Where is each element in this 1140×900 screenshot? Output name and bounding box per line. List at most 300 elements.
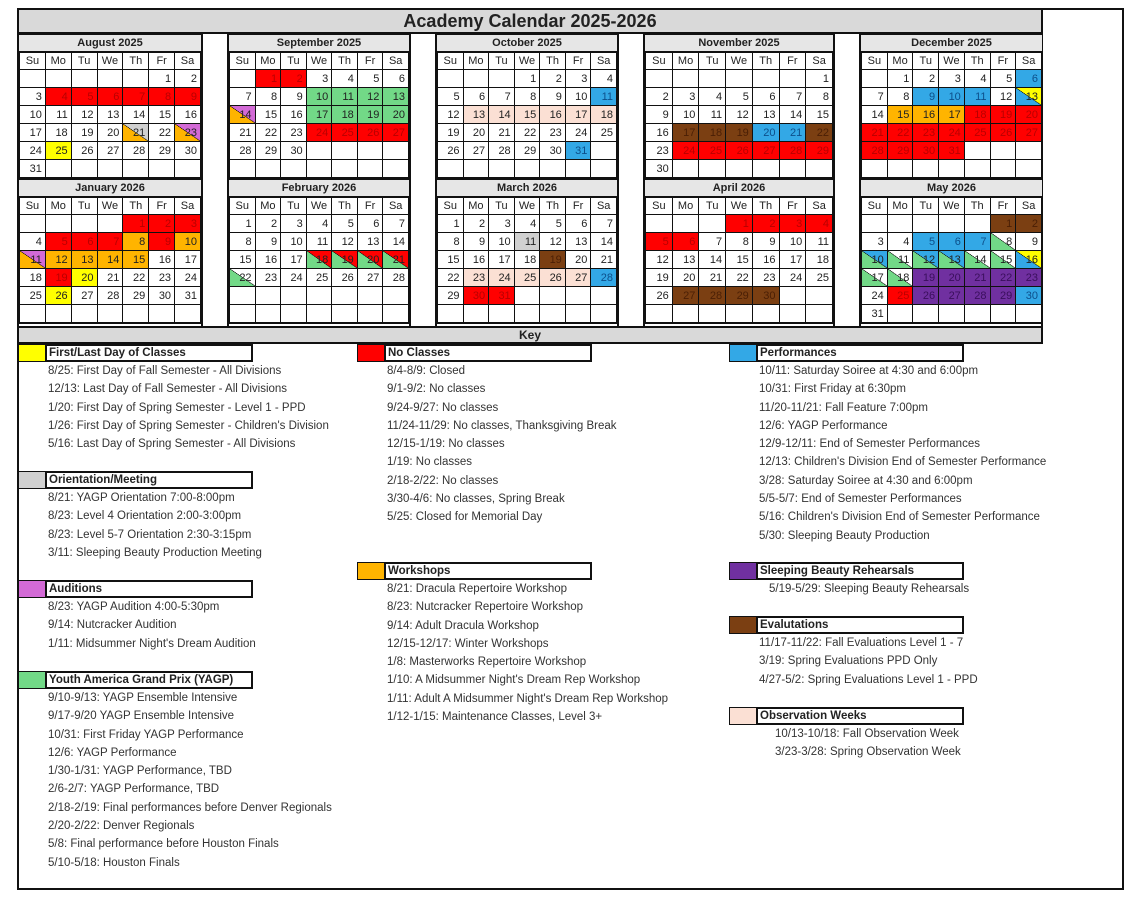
- legend-item: 8/25: First Day of Fall Semester - All Divisions: [48, 365, 282, 377]
- legend-items: [357, 362, 617, 527]
- day-cell: 11: [45, 106, 71, 124]
- day-cell: 16: [646, 124, 673, 142]
- empty-cell: [939, 215, 965, 233]
- day-cell: 10: [489, 233, 515, 251]
- empty-cell: [672, 70, 699, 88]
- day-cell: 19: [913, 269, 939, 287]
- legend-item: 5/16: Last Day of Spring Semester - All Divisions: [48, 438, 296, 451]
- weekday-header: Mo: [255, 53, 281, 70]
- weekday-header: Fr: [779, 53, 806, 70]
- empty-cell: [306, 305, 332, 323]
- empty-cell: [887, 215, 913, 233]
- key-sleeping-beauty-rehearsals: [729, 562, 969, 598]
- day-cell: 19: [357, 106, 383, 124]
- day-cell: 5: [540, 215, 566, 233]
- day-cell: 5: [726, 88, 753, 106]
- empty-cell: [463, 70, 489, 88]
- day-cell: 22: [230, 269, 256, 287]
- day-cell: 3: [565, 70, 591, 88]
- day-cell: 18: [964, 106, 990, 124]
- month-title: September 2025: [229, 35, 409, 52]
- weekday-header: Fr: [149, 198, 175, 215]
- day-cell: 14: [230, 106, 256, 124]
- day-cell: 26: [990, 124, 1016, 142]
- day-cell: 21: [383, 251, 409, 269]
- day-cell: 10: [20, 106, 46, 124]
- weekday-header: Th: [964, 53, 990, 70]
- weekday-header: Su: [230, 198, 256, 215]
- empty-cell: [149, 160, 175, 178]
- day-cell: 10: [565, 88, 591, 106]
- day-cell: 1: [514, 70, 540, 88]
- legend-swatch-pink: [18, 580, 45, 598]
- day-cell: 29: [123, 287, 149, 305]
- empty-cell: [281, 160, 307, 178]
- month-august-2025: [18, 34, 202, 179]
- legend-swatch-gray: [18, 471, 45, 489]
- weekday-header: Th: [964, 198, 990, 215]
- day-cell: 31: [939, 142, 965, 160]
- day-cell: 11: [306, 233, 332, 251]
- day-cell: 29: [806, 142, 833, 160]
- legend-item: 4/27-5/2: Spring Evaluations Level 1 - PPD: [759, 673, 978, 686]
- key-no-classes: [357, 344, 617, 527]
- weekday-header: Th: [123, 53, 149, 70]
- day-cell: 31: [489, 287, 515, 305]
- legend-item: 9/10-9/13: YAGP Ensemble Intensive: [48, 692, 238, 704]
- legend-item: 1/8: Masterworks Repertoire Workshop: [387, 656, 587, 669]
- legend-item: 8/23: Level 4 Orientation 2:00-3:00pm: [48, 510, 242, 523]
- day-cell: 20: [71, 269, 97, 287]
- weekday-header: Th: [123, 198, 149, 215]
- empty-cell: [699, 305, 726, 323]
- legend-items: [357, 580, 668, 726]
- day-cell: 28: [862, 142, 888, 160]
- day-cell: 11: [806, 233, 833, 251]
- empty-cell: [71, 70, 97, 88]
- day-cell: 20: [565, 251, 591, 269]
- weekday-header: We: [726, 198, 753, 215]
- empty-cell: [45, 305, 71, 323]
- day-cell: 13: [383, 88, 409, 106]
- key-header: Key: [17, 326, 1043, 344]
- legend-item: 9/14: Adult Dracula Workshop: [387, 619, 539, 632]
- day-cell: 8: [123, 233, 149, 251]
- legend-item: 8/23: YAGP Audition 4:00-5:30pm: [48, 601, 220, 613]
- day-cell: 21: [97, 269, 123, 287]
- column-gap: [409, 34, 437, 326]
- legend-item: 9/14: Nutcracker Audition: [48, 619, 177, 632]
- month-title: April 2026: [645, 180, 833, 197]
- day-cell: 21: [699, 269, 726, 287]
- day-cell: 20: [752, 124, 779, 142]
- day-cell: 12: [540, 233, 566, 251]
- day-cell: 21: [123, 124, 149, 142]
- day-cell: 9: [752, 233, 779, 251]
- day-cell: 10: [175, 233, 201, 251]
- day-cell: 23: [646, 142, 673, 160]
- day-cell: 16: [540, 106, 566, 124]
- legend-item: 12/9-12/11: End of Semester Performances: [759, 438, 980, 451]
- day-cell: 25: [332, 124, 358, 142]
- weekday-header: Th: [540, 198, 566, 215]
- weekday-header: Mo: [887, 198, 913, 215]
- legend-items: [18, 489, 262, 562]
- day-cell: 11: [964, 88, 990, 106]
- day-cell: 9: [281, 88, 307, 106]
- weekday-header: Th: [540, 53, 566, 70]
- day-cell: 19: [990, 106, 1016, 124]
- empty-cell: [463, 305, 489, 323]
- day-cell: 19: [45, 269, 71, 287]
- legend-item: 2/6-2/7: YAGP Performance, TBD: [48, 783, 220, 796]
- day-cell: 13: [357, 233, 383, 251]
- day-cell: 10: [306, 88, 332, 106]
- day-cell: 24: [779, 269, 806, 287]
- weekday-header: We: [306, 198, 332, 215]
- day-cell: 2: [149, 215, 175, 233]
- empty-cell: [862, 160, 888, 178]
- weekday-header: Tu: [699, 53, 726, 70]
- day-cell: 3: [779, 215, 806, 233]
- day-cell: 1: [230, 215, 256, 233]
- empty-cell: [514, 287, 540, 305]
- day-cell: 15: [230, 251, 256, 269]
- day-cell: 17: [306, 106, 332, 124]
- legend-item: 1/11: Midsummer Night's Dream Audition: [48, 637, 256, 650]
- legend-item: 10/11: Saturday Soiree at 4:30 and 6:00pm: [759, 365, 979, 377]
- day-cell: 26: [646, 287, 673, 305]
- day-cell: 29: [255, 142, 281, 160]
- weekday-header: Mo: [45, 198, 71, 215]
- weekday-header: Sa: [591, 53, 617, 70]
- empty-cell: [71, 160, 97, 178]
- legend-label: Workshops: [384, 562, 592, 580]
- empty-cell: [281, 305, 307, 323]
- day-cell: 22: [255, 124, 281, 142]
- day-cell: 14: [862, 106, 888, 124]
- day-cell: 30: [913, 142, 939, 160]
- empty-cell: [913, 160, 939, 178]
- day-cell: 29: [990, 287, 1016, 305]
- day-cell: 4: [699, 88, 726, 106]
- day-cell: 20: [357, 251, 383, 269]
- day-cell: 17: [565, 106, 591, 124]
- day-cell: 30: [149, 287, 175, 305]
- empty-cell: [779, 160, 806, 178]
- day-cell: 2: [255, 215, 281, 233]
- day-cell: 27: [97, 142, 123, 160]
- weekday-header: Mo: [887, 53, 913, 70]
- day-cell: 4: [45, 88, 71, 106]
- day-cell: 4: [591, 70, 617, 88]
- weekday-header: Sa: [806, 53, 833, 70]
- empty-cell: [332, 305, 358, 323]
- day-cell: 26: [726, 142, 753, 160]
- day-cell: 27: [1016, 124, 1042, 142]
- day-cell: 6: [672, 233, 699, 251]
- day-cell: 8: [887, 88, 913, 106]
- day-cell: 8: [255, 88, 281, 106]
- day-cell: 28: [123, 142, 149, 160]
- day-cell: 29: [514, 142, 540, 160]
- legend-label: No Classes: [384, 344, 592, 362]
- month-may-2026: [860, 179, 1043, 324]
- empty-cell: [752, 70, 779, 88]
- day-cell: 29: [726, 287, 753, 305]
- weekday-header: Sa: [175, 53, 201, 70]
- day-cell: 28: [230, 142, 256, 160]
- day-cell: 30: [175, 142, 201, 160]
- day-cell: 16: [1016, 251, 1042, 269]
- empty-cell: [672, 305, 699, 323]
- legend-item: 9/1-9/2: No classes: [387, 383, 486, 396]
- day-cell: 8: [438, 233, 464, 251]
- day-cell: 8: [806, 88, 833, 106]
- empty-cell: [71, 215, 97, 233]
- legend-items: [729, 362, 1046, 545]
- weekday-header: Sa: [1016, 198, 1042, 215]
- day-cell: 2: [1016, 215, 1042, 233]
- day-cell: 29: [438, 287, 464, 305]
- day-cell: 6: [1016, 70, 1042, 88]
- day-cell: 25: [806, 269, 833, 287]
- month-title: October 2025: [437, 35, 617, 52]
- weekday-header: Fr: [357, 53, 383, 70]
- month-title: August 2025: [19, 35, 201, 52]
- legend-item: 10/31: First Friday at 6:30pm: [759, 383, 907, 396]
- empty-cell: [591, 142, 617, 160]
- weekday-header: Su: [230, 53, 256, 70]
- day-cell: 9: [463, 233, 489, 251]
- day-cell: 14: [591, 233, 617, 251]
- weekday-header: We: [97, 198, 123, 215]
- empty-cell: [45, 215, 71, 233]
- weekday-header: Su: [646, 198, 673, 215]
- day-cell: 3: [20, 88, 46, 106]
- day-cell: 11: [332, 88, 358, 106]
- legend-item: 5/30: Sleeping Beauty Production: [759, 529, 930, 542]
- day-cell: 3: [306, 70, 332, 88]
- day-cell: 26: [438, 142, 464, 160]
- weekday-header: Fr: [779, 198, 806, 215]
- day-cell: 2: [752, 215, 779, 233]
- empty-cell: [646, 215, 673, 233]
- day-cell: 13: [97, 106, 123, 124]
- legend-item: 5/8: Final performance before Houston Finals: [48, 838, 279, 851]
- day-cell: 21: [591, 251, 617, 269]
- day-cell: 28: [779, 142, 806, 160]
- day-cell: 13: [752, 106, 779, 124]
- day-cell: 17: [779, 251, 806, 269]
- day-cell: 27: [939, 287, 965, 305]
- empty-cell: [71, 305, 97, 323]
- day-cell: 17: [281, 251, 307, 269]
- day-cell: 21: [489, 124, 515, 142]
- day-cell: 7: [699, 233, 726, 251]
- day-cell: 22: [806, 124, 833, 142]
- empty-cell: [514, 305, 540, 323]
- empty-cell: [913, 215, 939, 233]
- legend-item: 3/23-3/28: Spring Observation Week: [775, 746, 961, 759]
- empty-cell: [591, 160, 617, 178]
- empty-cell: [383, 160, 409, 178]
- day-cell: 25: [964, 124, 990, 142]
- day-cell: 12: [357, 88, 383, 106]
- day-cell: 7: [779, 88, 806, 106]
- day-cell: 10: [862, 251, 888, 269]
- empty-cell: [463, 160, 489, 178]
- legend-swatch-blue: [729, 344, 756, 362]
- weekday-header: Tu: [71, 198, 97, 215]
- legend-item: 8/21: Dracula Repertoire Workshop: [387, 583, 568, 595]
- empty-cell: [565, 305, 591, 323]
- weekday-header: Su: [646, 53, 673, 70]
- day-cell: 5: [332, 215, 358, 233]
- empty-cell: [646, 70, 673, 88]
- day-cell: 11: [591, 88, 617, 106]
- weekday-header: Mo: [672, 198, 699, 215]
- day-cell: 24: [281, 269, 307, 287]
- month-february-2026: [228, 179, 410, 324]
- empty-cell: [332, 142, 358, 160]
- weekday-header: Fr: [565, 53, 591, 70]
- empty-cell: [438, 160, 464, 178]
- day-cell: 10: [672, 106, 699, 124]
- empty-cell: [20, 215, 46, 233]
- day-cell: 18: [699, 124, 726, 142]
- day-cell: 25: [20, 287, 46, 305]
- day-cell: 28: [964, 287, 990, 305]
- legend-label: Auditions: [45, 580, 253, 598]
- empty-cell: [964, 215, 990, 233]
- empty-cell: [726, 305, 753, 323]
- legend-item: 11/17-11/22: Fall Evaluations Level 1 - 7: [759, 637, 964, 649]
- day-cell: 25: [514, 269, 540, 287]
- day-cell: 3: [672, 88, 699, 106]
- empty-cell: [123, 160, 149, 178]
- day-cell: 18: [20, 269, 46, 287]
- legend-item: 5/25: Closed for Memorial Day: [387, 511, 543, 524]
- legend-item: 2/20-2/22: Denver Regionals: [48, 820, 195, 833]
- page-title: Academy Calendar 2025-2026: [17, 8, 1043, 34]
- key-observation-weeks: [729, 707, 964, 762]
- day-cell: 17: [489, 251, 515, 269]
- empty-cell: [699, 215, 726, 233]
- day-cell: 30: [463, 287, 489, 305]
- day-cell: 16: [281, 106, 307, 124]
- day-cell: 12: [332, 233, 358, 251]
- weekday-header: Fr: [990, 53, 1016, 70]
- empty-cell: [990, 305, 1016, 323]
- day-cell: 6: [97, 88, 123, 106]
- empty-cell: [357, 287, 383, 305]
- key-evaluations: [729, 616, 978, 689]
- day-cell: 18: [514, 251, 540, 269]
- day-cell: 13: [939, 251, 965, 269]
- day-cell: 9: [646, 106, 673, 124]
- legend-swatch-red: [357, 344, 384, 362]
- empty-cell: [230, 287, 256, 305]
- weekday-header: Tu: [913, 53, 939, 70]
- day-cell: 24: [489, 269, 515, 287]
- empty-cell: [990, 142, 1016, 160]
- legend-label: Evalutations: [756, 616, 964, 634]
- day-cell: 24: [862, 287, 888, 305]
- day-cell: 16: [255, 251, 281, 269]
- day-cell: 7: [230, 88, 256, 106]
- weekday-header: Su: [438, 198, 464, 215]
- day-cell: 5: [646, 233, 673, 251]
- day-cell: 25: [887, 287, 913, 305]
- empty-cell: [45, 70, 71, 88]
- day-cell: 25: [306, 269, 332, 287]
- day-cell: 4: [887, 233, 913, 251]
- legend-item: 10/31: First Friday YAGP Performance: [48, 728, 244, 741]
- weekday-header: Tu: [281, 53, 307, 70]
- empty-cell: [489, 70, 515, 88]
- day-cell: 26: [45, 287, 71, 305]
- weekday-header: Fr: [990, 198, 1016, 215]
- empty-cell: [306, 287, 332, 305]
- legend-item: 3/28: Saturday Soiree at 4:30 and 6:00pm: [759, 474, 973, 487]
- weekday-header: Th: [752, 198, 779, 215]
- day-cell: 5: [71, 88, 97, 106]
- empty-cell: [887, 305, 913, 323]
- day-cell: 12: [71, 106, 97, 124]
- day-cell: 29: [149, 142, 175, 160]
- empty-cell: [591, 287, 617, 305]
- weekday-header: Th: [332, 53, 358, 70]
- legend-item: 11/20-11/21: Fall Feature 7:00pm: [759, 401, 928, 414]
- day-cell: 21: [779, 124, 806, 142]
- day-cell: 29: [887, 142, 913, 160]
- empty-cell: [646, 305, 673, 323]
- day-cell: 9: [175, 88, 201, 106]
- day-cell: 15: [887, 106, 913, 124]
- day-cell: 26: [71, 142, 97, 160]
- month-january-2026: [18, 179, 202, 324]
- day-cell: 13: [672, 251, 699, 269]
- empty-cell: [779, 287, 806, 305]
- day-cell: 7: [591, 215, 617, 233]
- day-cell: 18: [806, 251, 833, 269]
- day-cell: 26: [332, 269, 358, 287]
- empty-cell: [939, 160, 965, 178]
- empty-cell: [255, 305, 281, 323]
- day-cell: 2: [913, 70, 939, 88]
- day-cell: 5: [438, 88, 464, 106]
- empty-cell: [357, 160, 383, 178]
- day-cell: 11: [699, 106, 726, 124]
- empty-cell: [806, 287, 833, 305]
- weekday-header: Tu: [489, 53, 515, 70]
- empty-cell: [699, 70, 726, 88]
- day-cell: 11: [20, 251, 46, 269]
- empty-cell: [779, 70, 806, 88]
- empty-cell: [230, 305, 256, 323]
- day-cell: 14: [383, 233, 409, 251]
- empty-cell: [383, 142, 409, 160]
- day-cell: 22: [887, 124, 913, 142]
- empty-cell: [332, 287, 358, 305]
- empty-cell: [964, 142, 990, 160]
- day-cell: 8: [230, 233, 256, 251]
- day-cell: 25: [591, 124, 617, 142]
- weekday-header: Su: [20, 198, 46, 215]
- day-cell: 28: [383, 269, 409, 287]
- key-first-last-day: [18, 344, 329, 453]
